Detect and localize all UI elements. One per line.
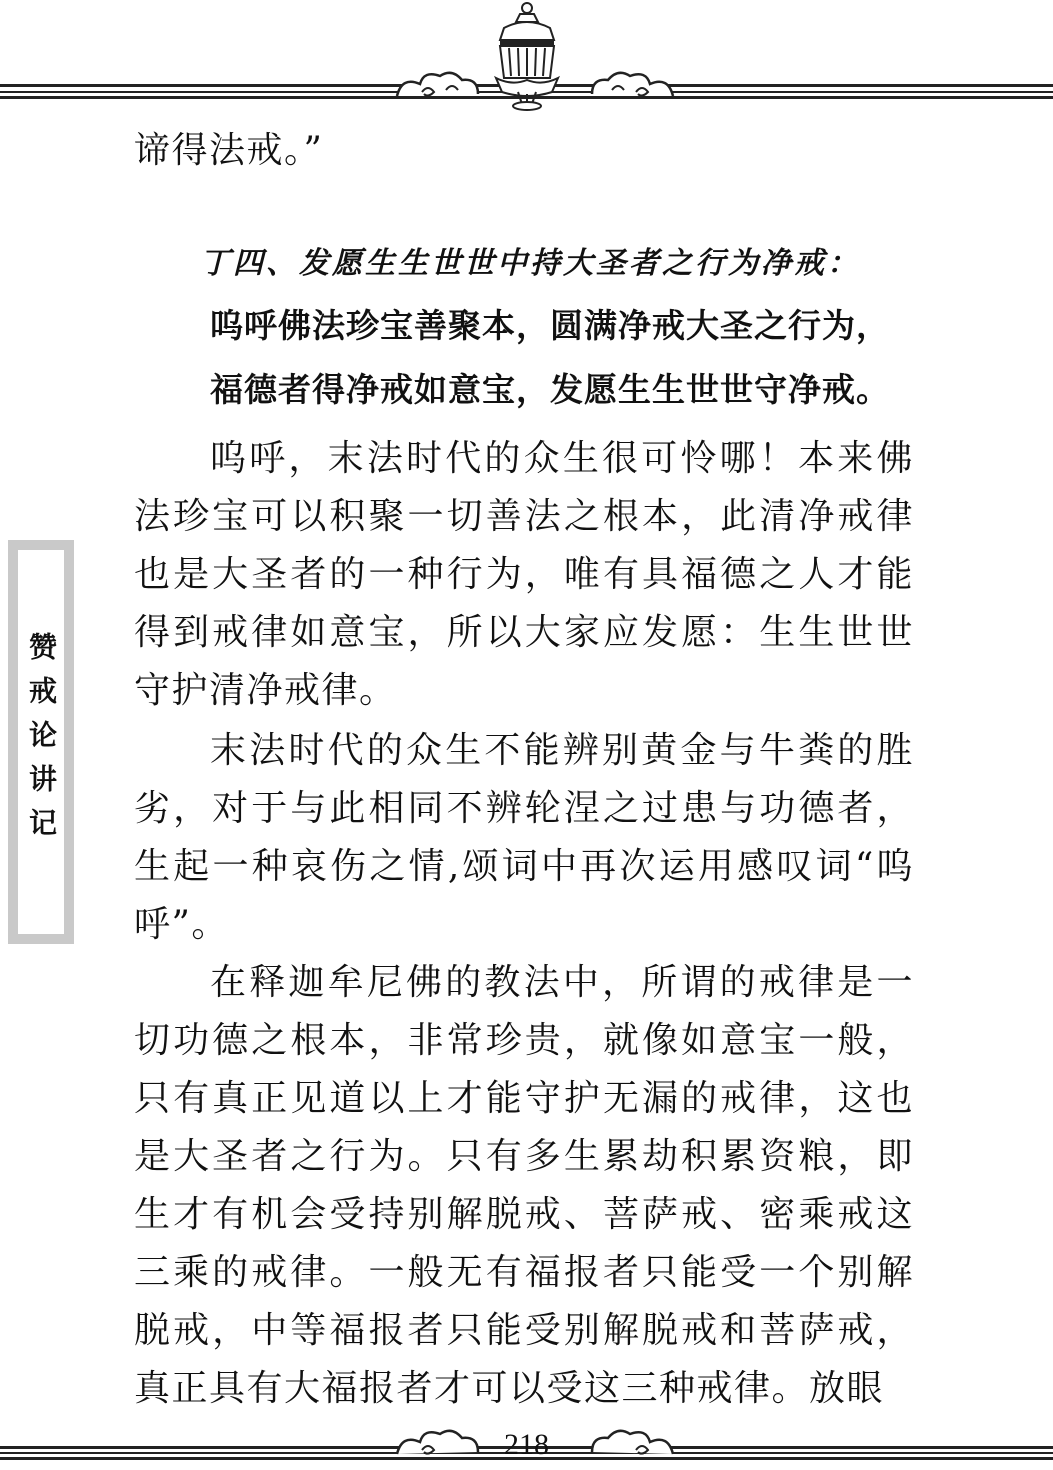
section-heading: 丁四、发愿生生世世中持大圣者之行为净戒： (200, 246, 860, 281)
paragraph-2 (134, 722, 914, 954)
opening-line (134, 122, 914, 180)
verse-line-1: 呜呼佛法珍宝善聚本，圆满净戒大圣之行为， (210, 306, 890, 345)
paragraph-3 (134, 954, 914, 1418)
paragraph-1 (134, 430, 914, 720)
cloud-ornament-icon (392, 66, 482, 106)
book-title: 赞戒论讲记 (25, 632, 58, 852)
page-number: 218 (504, 1428, 549, 1461)
paragraph-text: 末法时代的众生不能辨别黄金与牛粪的胜劣，对于与此相同不辨轮涅之过患与功德者，生起一种哀伤之情,颂词中再次运用感叹词“呜呼”。 (134, 730, 914, 945)
opening-text: 谛得法戒。” (134, 130, 324, 171)
side-tab-inner (18, 550, 64, 934)
victory-banner-icon (482, 0, 572, 112)
side-tab (8, 540, 74, 944)
paragraph-text: 在释迦牟尼佛的教法中，所谓的戒律是一切功德之根本，非常珍贵，就像如意宝一般，只有真正见道以上才能守护无漏的戒律，这也是大圣者之行为。只有多生累劫积累资粮，即生才有机会受持别解脱戒、菩萨戒、密乘戒这三乘的戒律。一般无有福报者只能受一个别解脱戒，中等福报者只能受别解脱戒和菩萨戒，真正具有大福报者才可以受这三种戒律。放眼 (134, 962, 914, 1409)
verse-line-2: 福德者得净戒如意宝，发愿生生世世守净戒。 (210, 370, 890, 409)
cloud-ornament-icon (588, 66, 678, 106)
paragraph-text: 呜呼，末法时代的众生很可怜哪！本来佛法珍宝可以积聚一切善法之根本，此清净戒律也是大圣者的一种行为，唯有具福德之人才能得到戒律如意宝，所以大家应发愿：生生世世守护清净戒律。 (134, 438, 914, 711)
